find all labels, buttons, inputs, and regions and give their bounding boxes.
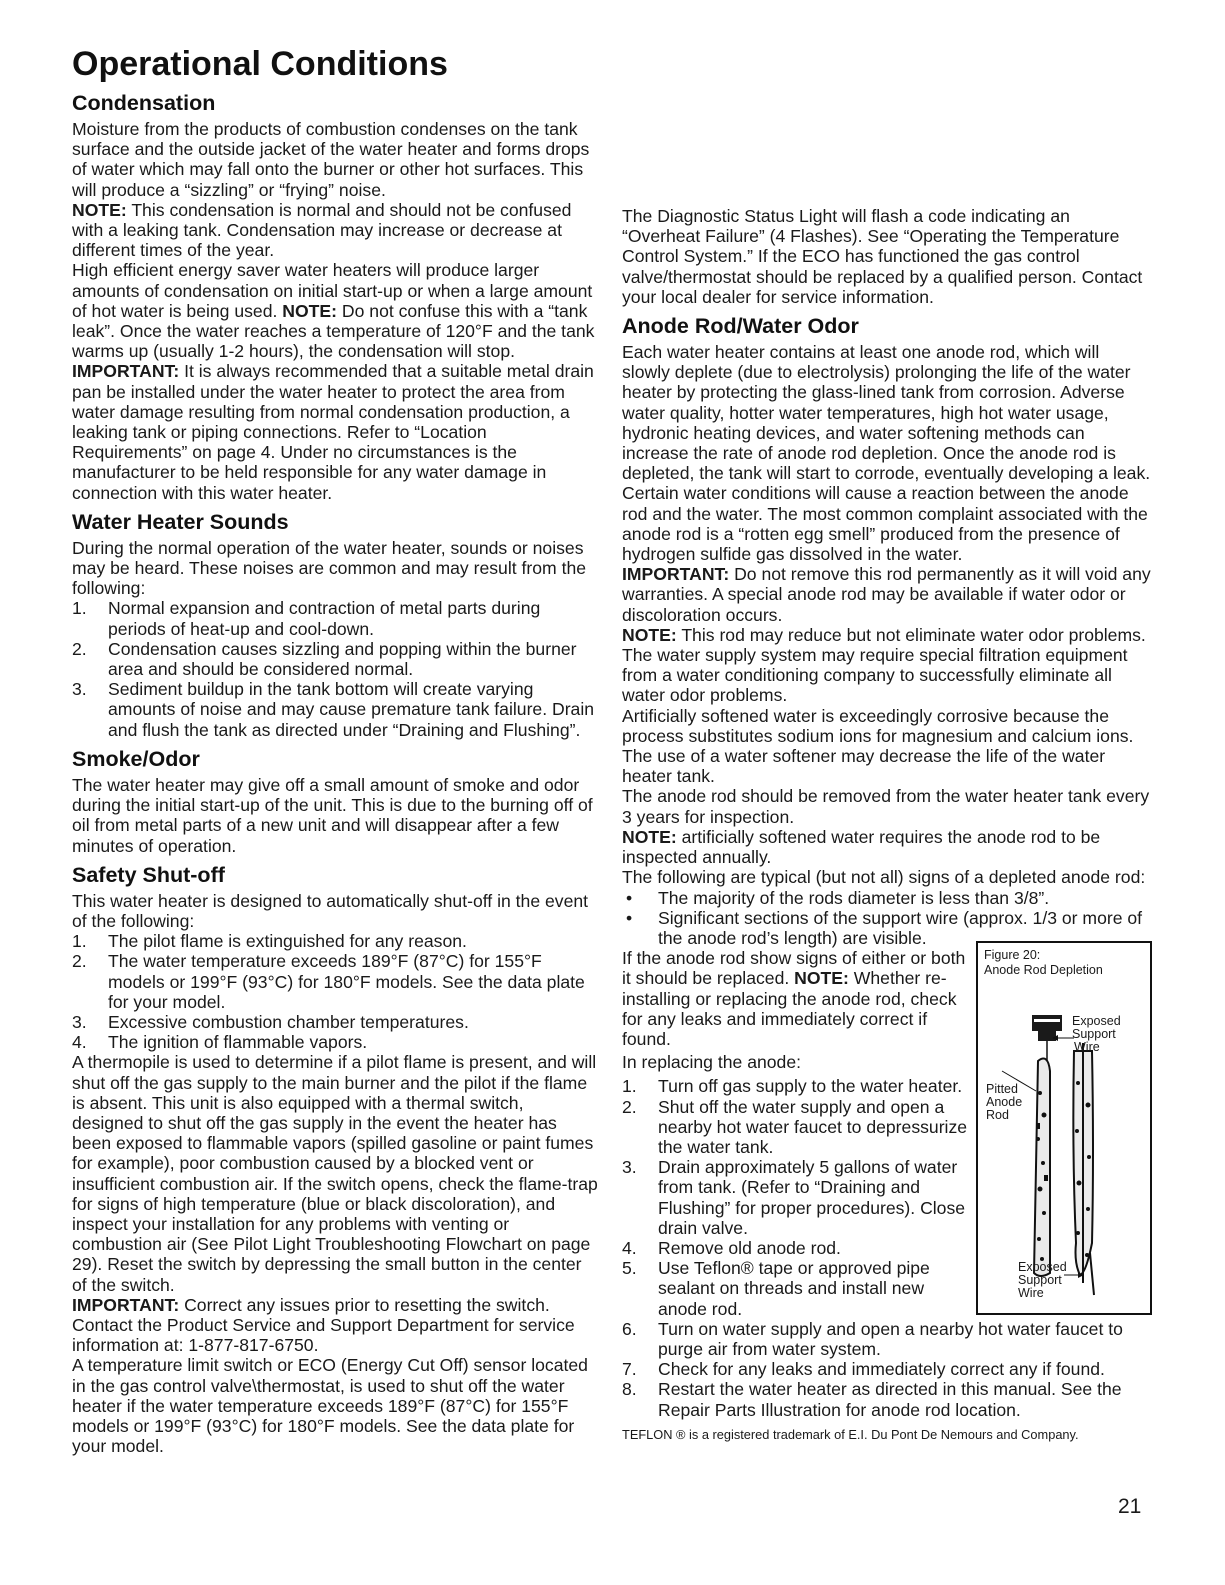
sounds-list — [72, 598, 598, 739]
shutoff-paragraph-1: A thermopile is used to determine if a pilot flame is present, and will shut off the gas supply to the main burner and the pilot if the flame is absent. This unit is also equipped with a thermal switch, designed to shut off the gas supply in the event the heater has been exposed to flammable vapors (spilled gasoline or paint fumes for example), poor combustion caused by a blocked vent or insufficient combustion air. If the switch opens, check the flame-trap for signs of high temperature (blue or black discoloration), and inspect your installation for any problems with venting or combustion air (See Pilot Light Troubleshooting Flowchart on page 29). Reset the switch by depressing the small button in the center of the switch. — [72, 1052, 598, 1295]
anode-paragraph-6: The anode rod should be removed from the water heater tank every 3 years for inspection. — [622, 786, 1150, 827]
list-item: 6. Turn on water supply and open a nearby hot water faucet to purge air from water system. — [622, 1318, 1123, 1359]
shutoff-intro: This water heater is designed to automatically shut-off in the event of the following: — [72, 890, 589, 931]
list-item: 4. Remove old anode rod. — [622, 1237, 841, 1258]
list-item: 2. The water temperature exceeds 189°F (87°C) for 155°F models or 199°F (93°C) for 180°F models. See the data plate for your model. — [72, 951, 585, 1012]
note-label: NOTE: — [794, 968, 849, 989]
page-number: 21 — [1118, 1495, 1142, 1518]
heading-safety-shut-off: Safety Shut-off — [72, 862, 225, 887]
important-label: IMPORTANT: — [622, 564, 730, 585]
list-item: 1. The pilot flame is extinguished for any reason. — [72, 931, 467, 952]
figure-anode-rod-depletion — [976, 941, 1152, 1315]
list-item: 7. Check for any leaks and immediately correct any if found. — [622, 1359, 1105, 1380]
important-label: IMPORTANT: — [72, 1294, 180, 1315]
anode-paragraph-3: IMPORTANT: Do not remove this rod permanently as it will void any warranties. A special anode rod may be available if water odor or discoloration occurs. — [622, 564, 1151, 625]
shutoff-paragraph-4: The Diagnostic Status Light will flash a code indicating an “Overheat Failure” (4 Flashes). See “Operating the Temperature Control System.” If the ECO has functioned the gas control valve/thermostat should be replaced by a qualified person. Contact your local dealer for service information. — [622, 206, 1143, 307]
heading-condensation: Condensation — [72, 91, 216, 115]
note-label: NOTE: — [622, 624, 677, 645]
list-item: 2. Condensation causes sizzling and popping within the burner area and should be considered normal. — [72, 638, 577, 680]
anode-paragraph-9: If the anode rod show signs of either or both it should be replaced. NOTE: Whether re-installing or replacing the anode rod, check for any leaks and immediately correct if found. — [622, 948, 966, 1049]
left-column — [72, 34, 598, 1456]
list-item: • The majority of the rods diameter is less than 3/8”. — [626, 887, 1050, 908]
smoke-paragraph: The water heater may give off a small amount of smoke and odor during the initial start-up of the unit. This is due to the burning off of oil from metal parts of a new unit and will disappear after a few minutes of operation. — [72, 774, 593, 856]
anode-paragraph-2: Certain water conditions will cause a reaction between the anode rod and the water. The most common complaint associated with the anode rod is a “rotten egg smell” produced from the presence of hydrogen sulfide gas dissolved in the water. — [622, 483, 1148, 565]
pitted-anode-rod — [1034, 1059, 1050, 1276]
anode-rod-illustration — [978, 943, 1150, 1313]
anode-paragraph-5: Artificially softened water is exceedingly corrosive because the process substitutes sodium ions for magnesium and calcium ions. The use of a water softener may decrease the life of the water heater tank. — [622, 705, 1134, 787]
list-item: 2. Shut off the water supply and open a nearby hot water faucet to depressurize the water tank. — [622, 1096, 968, 1157]
list-item: 3. Drain approximately 5 gallons of water from tank. (Refer to “Draining and Flushing” for proper procedures). Close drain valve. — [622, 1157, 966, 1238]
list-item: • Significant sections of the support wire (approx. 1/3 or more of the anode rod’s length) are visible. — [626, 907, 1143, 948]
label-exposed-support-wire-bottom: Exposed Support Wire — [1018, 1260, 1067, 1300]
trademark-note: TEFLON ® is a registered trademark of E.I. Du Pont De Nemours and Company. — [622, 1426, 1079, 1442]
condensation-paragraph-2: NOTE: This condensation is normal and should not be confused with a leaking tank. Condensation may increase or decrease at different times of the year. — [72, 199, 572, 261]
important-label: IMPORTANT: — [72, 361, 180, 382]
anode-paragraph-10: In replacing the anode: — [622, 1052, 802, 1073]
note-label: NOTE: — [282, 300, 338, 321]
list-item: 1. Turn off gas supply to the water heater. — [622, 1076, 963, 1097]
heading-anode-rod-water-odor: Anode Rod/Water Odor — [622, 314, 859, 339]
note-label: NOTE: — [72, 199, 127, 220]
depletion-signs-list — [622, 888, 1152, 949]
anode-paragraph-7: NOTE: artificially softened water requires the anode rod to be inspected annually. — [622, 826, 1101, 868]
condensation-paragraph-1: Moisture from the products of combustion condenses on the tank surface and the outside jacket of the water heater and forms drops of water which may fall onto the burner or other hot surfaces. This will produce a “sizzling” or “frying” noise. — [72, 119, 590, 200]
list-item: 3. Sediment buildup in the tank bottom will create varying amounts of noise and may cause premature tank failure. Drain and flush the tank as directed under “Draining and Flushing”. — [72, 679, 595, 740]
anode-replace-intro — [622, 948, 972, 1319]
anode-paragraph-1: Each water heater contains at least one anode rod, which will slowly deplete (due to electrolysis) prolonging the life of the water heater by protecting the glass-lined tank from corrosion. Adverse water quality, hotter water temperatures, high hot water usage, hydronic heating devices, and water softening methods can increase the rate of anode rod depletion. Once the anode rod is depleted, the tank will start to corrode, eventually developing a leak. — [622, 342, 1151, 484]
condensation-paragraph-3: High efficient energy saver water heaters will produce larger amounts of condensation on initial start-up or when a large amount of hot water is being used. NOTE: Do not confuse this with a “tank leak”. Once the water reaches a temperature of 120°F and the tank warms up (usually 1-2 hours), the condensation will stop. — [72, 260, 595, 362]
shutoff-paragraph-3: A temperature limit switch or ECO (Energy Cut Off) sensor located in the gas control valve\thermostat, is used to shut off the water heater if the water temperature exceeds 189°F (87°C) for 155°F models or 199°F (93°C) for 180°F models. See the data plate for your model. — [72, 1355, 588, 1457]
sounds-intro: During the normal operation of the water heater, sounds or noises may be heard. These noises are common and may result from the following: — [72, 537, 587, 599]
condensation-paragraph-4: IMPORTANT: It is always recommended that a suitable metal drain pan be installed under the water heater to protect the area from water damage resulting from normal condensation production, a leaking tank or piping connections. Refer to “Location Requirements” on page 4. Under no circumstances is the manufacturer to be held responsible for any water damage in connection with this water heater. — [72, 361, 594, 503]
label-pitted-anode-rod: Pitted Anode Rod — [986, 1082, 1023, 1122]
label-exposed-support-wire-top: Exposed Support Wire — [1072, 1014, 1121, 1054]
note-label: NOTE: — [622, 826, 677, 847]
list-item: 8. Restart the water heater as directed in this manual. See the Repair Parts Illustration for anode rod location. — [622, 1379, 1122, 1420]
anode-paragraph-4: NOTE: This rod may reduce but not eliminate water odor problems. The water supply system may require special filtration equipment from a water conditioning company to successfully eliminate all water odor problems. — [622, 624, 1146, 706]
heading-smoke-odor: Smoke/Odor — [72, 746, 200, 771]
shutoff-paragraph-2: IMPORTANT: Correct any issues prior to resetting the switch. Contact the Product Service and Support Department for service information at: 1-877-817-6750. — [72, 1294, 575, 1356]
list-item: 1. Normal expansion and contraction of metal parts during periods of heat-up and cool-down. — [72, 598, 541, 639]
anode-head — [1032, 1015, 1062, 1031]
shutoff-list — [72, 931, 598, 1052]
list-item: 4. The ignition of flammable vapors. — [72, 1032, 368, 1053]
replace-steps-list-a — [622, 1076, 972, 1318]
heading-water-heater-sounds: Water Heater Sounds — [72, 509, 289, 534]
list-item: 5. Use Teflon® tape or approved pipe sealant on threads and install new anode rod. — [622, 1258, 930, 1319]
list-item: 3. Excessive combustion chamber temperatures. — [72, 1011, 469, 1032]
replace-steps-list-b — [622, 1319, 1152, 1420]
page-title: Operational Conditions — [72, 45, 448, 83]
figure-caption: Figure 20: Anode Rod Depletion — [984, 948, 1103, 977]
anode-paragraph-8: The following are typical (but not all) signs of a depleted anode rod: — [622, 867, 1146, 888]
